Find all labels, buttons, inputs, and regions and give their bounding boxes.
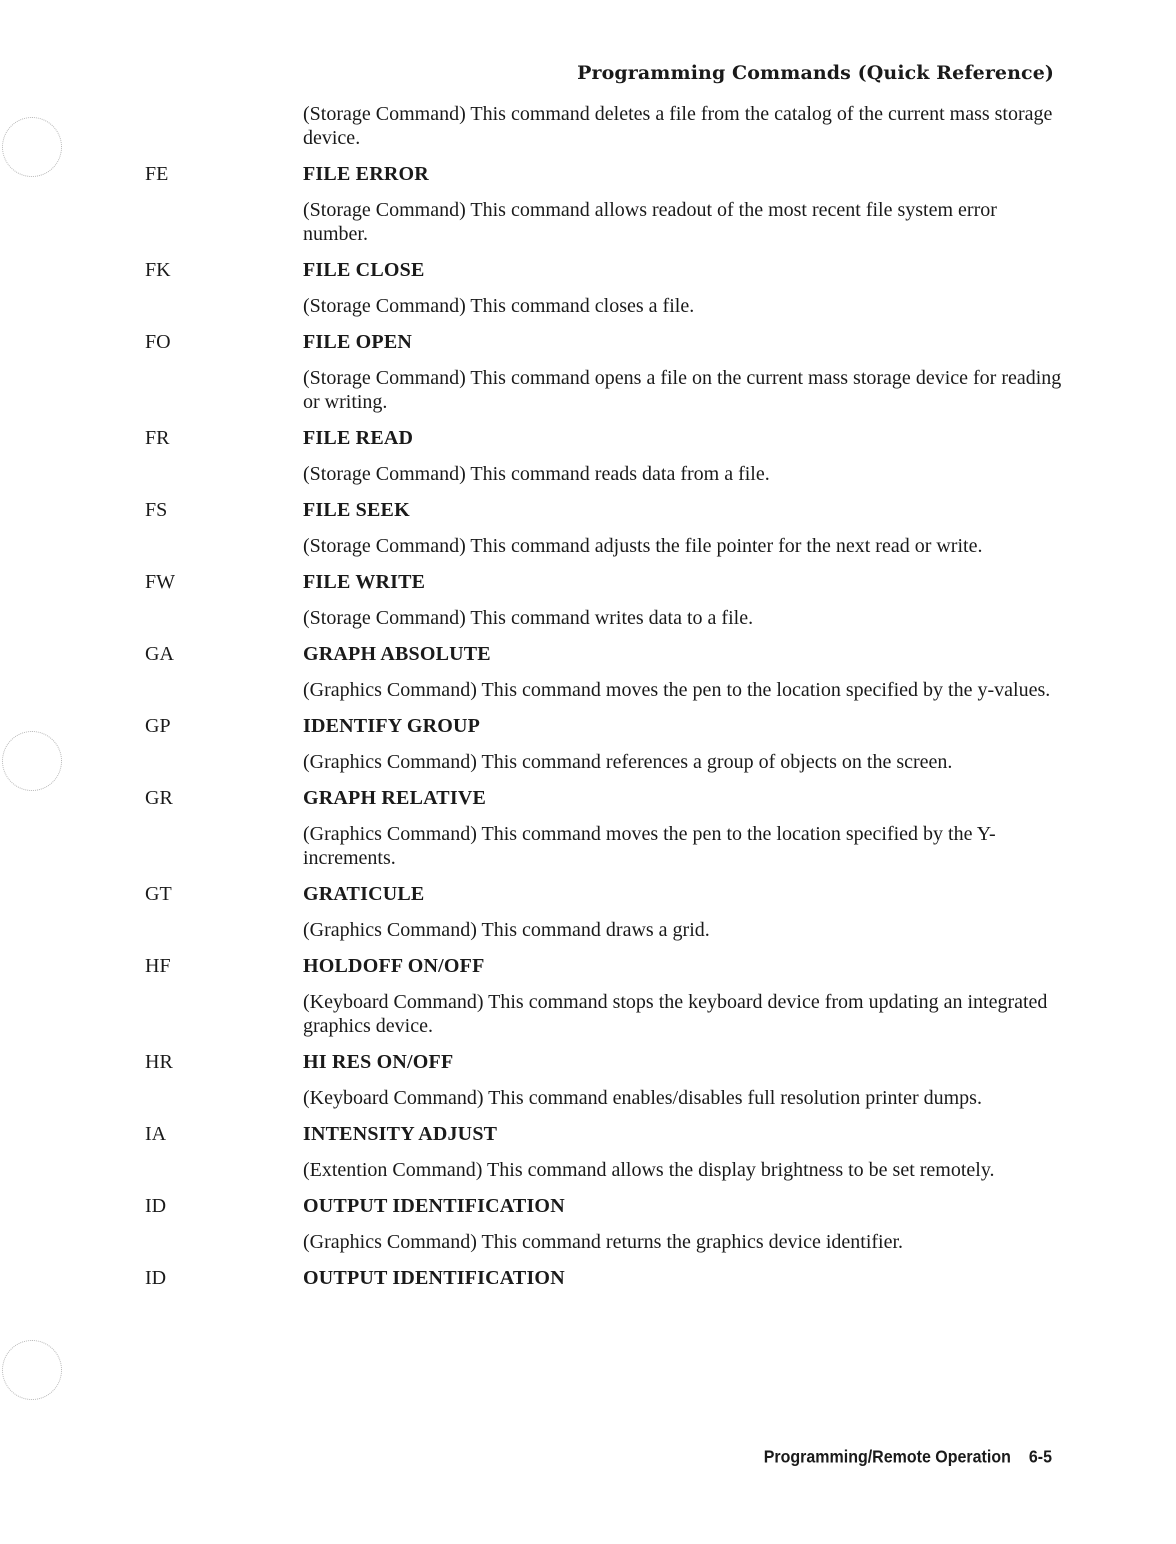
command-code: HF — [145, 955, 171, 977]
command-title: GRATICULE — [303, 883, 425, 905]
command-entry-header — [0, 426, 1176, 450]
command-entry-header — [0, 498, 1176, 522]
command-entry-header — [0, 162, 1176, 186]
command-code: ID — [145, 1195, 167, 1217]
command-code: GT — [145, 883, 172, 905]
command-code: GP — [145, 715, 171, 737]
command-entry-header — [0, 1122, 1176, 1146]
command-title: IDENTIFY GROUP — [303, 715, 481, 737]
command-entry-header — [0, 1266, 1176, 1290]
command-title: OUTPUT IDENTIFICATION — [303, 1195, 565, 1217]
command-code: FK — [145, 259, 171, 281]
command-entry-header — [0, 258, 1176, 282]
command-title: FILE ERROR — [303, 163, 429, 185]
command-title: HOLDOFF ON/OFF — [303, 955, 485, 977]
command-title: INTENSITY ADJUST — [303, 1123, 498, 1145]
command-title: FILE SEEK — [303, 499, 410, 521]
command-code: FO — [145, 331, 171, 353]
command-title: GRAPH RELATIVE — [303, 787, 487, 809]
page-number: 6-5 — [1028, 1447, 1052, 1467]
command-title: FILE CLOSE — [303, 259, 425, 281]
command-description: (Storage Command) This command deletes a file from the catalog of the current mass storage device. — [303, 103, 1053, 149]
command-code: FS — [145, 499, 168, 521]
command-code: GA — [145, 643, 174, 665]
command-entry-header — [0, 954, 1176, 978]
command-entry-header — [0, 642, 1176, 666]
command-entry-header — [0, 570, 1176, 594]
command-description: (Storage Command) This command reads data from a file. — [303, 463, 770, 485]
command-title: FILE OPEN — [303, 331, 413, 353]
command-description: (Storage Command) This command allows readout of the most recent file system error number. — [303, 199, 997, 245]
command-list — [0, 102, 1176, 1302]
command-code: FR — [145, 427, 170, 449]
command-title: FILE READ — [303, 427, 414, 449]
footer-section-title: Programming/Remote Operation — [763, 1447, 1011, 1467]
command-code: FE — [145, 163, 169, 185]
command-title: OUTPUT IDENTIFICATION — [303, 1267, 565, 1289]
command-code: IA — [145, 1123, 167, 1145]
command-description: (Extention Command) This command allows the display brightness to be set remotely. — [303, 1159, 995, 1181]
command-title: FILE WRITE — [303, 571, 426, 593]
command-entry-header — [0, 882, 1176, 906]
command-description: (Graphics Command) This command moves the pen to the location specified by the Y-increments. — [303, 823, 996, 869]
command-code: GR — [145, 787, 173, 809]
command-code: FW — [145, 571, 175, 593]
command-description: (Storage Command) This command adjusts the file pointer for the next read or write. — [303, 535, 983, 557]
page-header-title: Programming Commands (Quick Reference) — [577, 62, 1054, 84]
command-code: ID — [145, 1267, 167, 1289]
command-description: (Storage Command) This command writes data to a file. — [303, 607, 754, 629]
command-entry-header — [0, 1050, 1176, 1074]
command-description: (Graphics Command) This command references a group of objects on the screen. — [303, 751, 953, 773]
command-description: (Storage Command) This command closes a file. — [303, 295, 695, 317]
command-description: (Keyboard Command) This command enables/disables full resolution printer dumps. — [303, 1087, 982, 1109]
command-code: HR — [145, 1051, 173, 1073]
command-description: (Keyboard Command) This command stops the keyboard device from updating an integrated graphics device. — [303, 991, 1048, 1037]
page-footer — [764, 1448, 1052, 1468]
command-entry-header — [0, 330, 1176, 354]
command-description: (Graphics Command) This command draws a grid. — [303, 919, 710, 941]
command-entry-header — [0, 714, 1176, 738]
command-title: HI RES ON/OFF — [303, 1051, 454, 1073]
punch-hole-mark — [2, 1340, 62, 1400]
command-description: (Graphics Command) This command moves the pen to the location specified by the y-values. — [303, 679, 1051, 701]
command-description: (Graphics Command) This command returns the graphics device identifier. — [303, 1231, 904, 1253]
command-entry-header — [0, 1194, 1176, 1218]
command-title: GRAPH ABSOLUTE — [303, 643, 491, 665]
command-entry-header — [0, 786, 1176, 810]
command-description: (Storage Command) This command opens a file on the current mass storage device for reading or writing. — [303, 367, 1062, 413]
